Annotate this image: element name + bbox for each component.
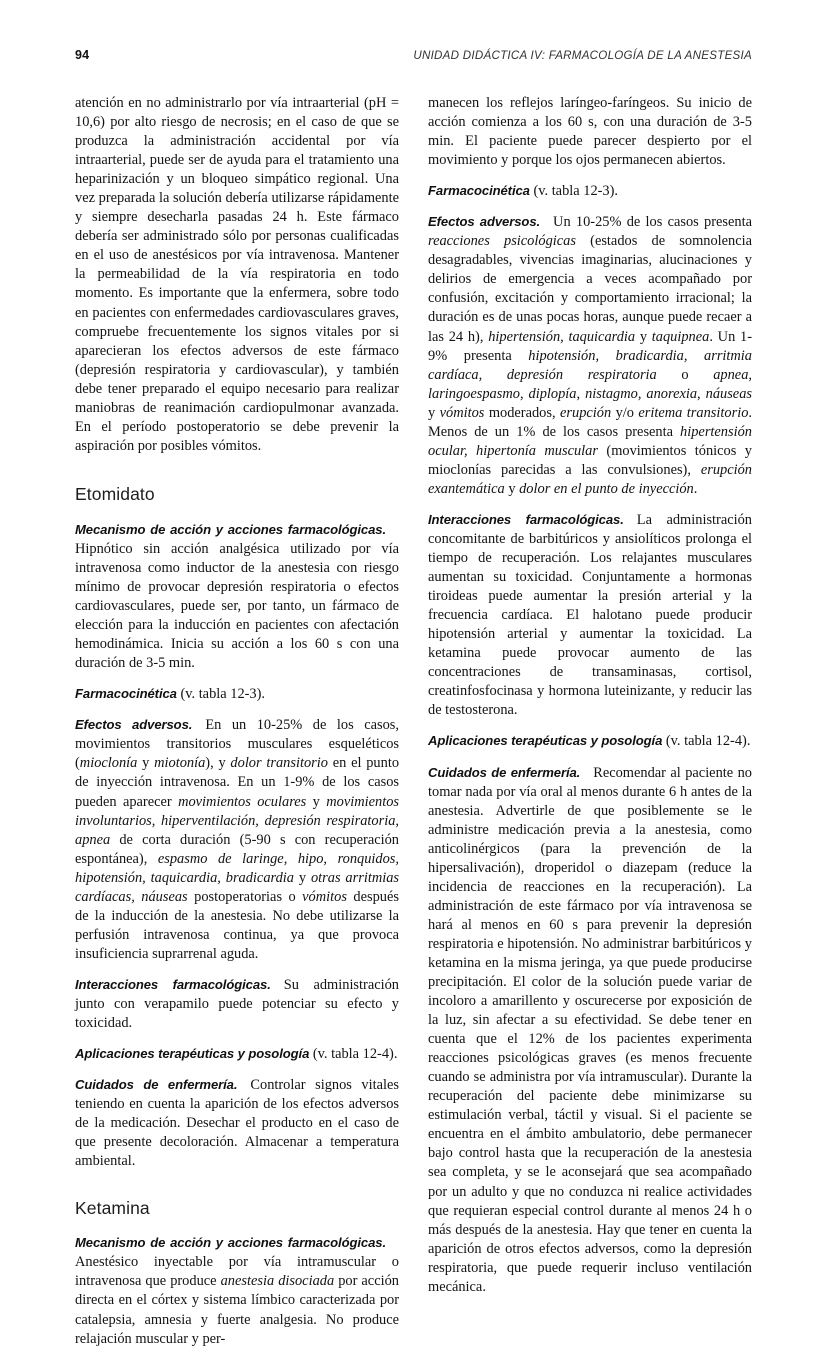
paragraph-text: de corta duración (5-90 s con recuperación espontánea), (75, 831, 399, 867)
paragraph-text: . (693, 480, 698, 497)
emphasis-term: dolor transitorio (230, 755, 328, 772)
paragraph-etomidato-interacciones (75, 975, 399, 1033)
paragraph-ketamina-aplicaciones (428, 731, 752, 751)
section-heading-wrap-etomidato (75, 483, 399, 505)
paragraph-text: En un 10-25% de los casos, movimientos transitorios musculares esqueléticos ( (75, 717, 399, 772)
paragraph-text: Su administración junto con verapamilo puede potenciar su efecto y toxicidad. (75, 976, 399, 1032)
paragraph-ketamina-efectos-adversos (428, 212, 752, 499)
paragraph-text: y (293, 869, 311, 886)
paragraph-text: Recomendar al paciente no tomar nada por vía oral al menos durante 6 h antes de la anestesia. Advertirle de que posiblemente se le administre medicación previa a la anestesia, como anticolinérgicos (para la prevención de la hipersalivación), droperidol o diazepam (reduce la incidencia de reacciones en la recuperación). La administración de este fármaco por vía intravenosa se hará al menos en 60 s para prevenir la depresión respiratoria e hipotensión. No administrar barbitúricos y ketamina en la misma jeringa, ya que puede producirse precipitación. El color de la solución puede variar de incoloro a amarillento y oscurecerse por exposición de la luz, sin afectar a su efectividad. Se debe tener en cuenta que el 12% de los pacientes experimenta reacciones psicológicas graves (es menos frecuente cuando se administra por vía intramuscular). Durante la recuperación del paciente debe minimizarse su estimulación verbal, táctil y visual. Si el paciente se encuentra en el ámbito ambulatorio, debe permanecer bajo control hasta que la recuperación de la anestesia sea completa, y se le aconsejará que sea acompañado por un adulto y que no conduzca ni realice actividades que requieran especial control durante al menos 24 h o más después de la anestesia. Hay que tener en cuenta la aparición de otros efectos adversos, como la depresión respiratoria, que puede requerir incluso ventilación mecánica. (428, 764, 752, 1295)
paragraph-text: y (306, 793, 327, 810)
paragraph-text: La administración concomitante de barbitúricos y ansiolíticos prolonga el tiempo de recuperación. Los relajantes musculares aumentan su toxicidad. Conjuntamente a hormonas tiroideas puede aumentar la presión arterial y la frecuencia cardíaca. El halotano puede producir hipotensión arterial y aumentar la toxicidad. La ketamina puede provocar aumento de las concentraciones de transaminasas, cortisol, creatinfosfocinasa y hormona luteinizante, y reducir las de testosterona. (428, 511, 752, 719)
column-right (428, 94, 753, 1295)
paragraph-ketamina-mecanismo (75, 1233, 399, 1348)
paragraph-etomidato-cuidados (75, 1075, 399, 1171)
run-in-heading-mecanismo-accion: Mecanismo de acción y acciones farmacológicas. (75, 521, 386, 537)
emphasis-term: movimientos oculares (178, 793, 307, 810)
paragraph-text: (v. tabla 12-3). (176, 686, 266, 703)
paragraph-text: en el punto de inyección intravenosa. En un 1-9% de los casos pueden aparecer (75, 755, 400, 810)
paragraph-text: . Un 1-9% presenta (428, 328, 752, 364)
run-in-heading-farmacocinetica-ketamina: Farmacocinética (428, 183, 530, 199)
column-left (75, 94, 400, 1347)
paragraph-text: (v. tabla 12-4). (309, 1046, 398, 1063)
section-heading-etomidato: Etomidato (75, 483, 155, 504)
running-title: UNIDAD DIDÁCTICA IV: FARMACOLOGÍA DE LA ANESTESIA (413, 49, 752, 62)
paragraph-text: y/o (611, 404, 639, 421)
emphasis-term: hipertensión ocular, hipertonía muscular (428, 423, 752, 459)
paragraph-text: moderados, (484, 404, 561, 421)
paragraph-etomidato-efectos-adversos (75, 715, 399, 964)
emphasis-term: vómitos (302, 888, 347, 905)
paragraph-text: y (635, 328, 652, 345)
emphasis-term: hipertensión, taquicardia (488, 328, 636, 345)
paragraph-text: o (656, 366, 714, 383)
section-heading-wrap-ketamina (75, 1197, 399, 1219)
run-in-heading-farmacocinetica: Farmacocinética (75, 686, 177, 702)
emphasis-term: erupción (560, 404, 612, 421)
paragraph-etomidato-mecanismo (75, 520, 399, 673)
paragraph-text: y (428, 404, 440, 421)
paragraph-ketamina-farmacocinetica (428, 181, 752, 201)
run-in-heading-aplicaciones-terapeuticas: Aplicaciones terapéuticas y posología (75, 1046, 310, 1062)
run-in-heading-cuidados-enfermeria: Cuidados de enfermería. (75, 1077, 238, 1093)
paragraph-text: ), y (205, 755, 231, 772)
run-in-heading-interacciones-farmacologicas-ketamina: Interacciones farmacológicas. (428, 511, 624, 527)
emphasis-term: hipotensión, bradicardia, arritmia cardíaca, depresión respiratoria (428, 347, 753, 383)
section-heading-ketamina: Ketamina (75, 1198, 150, 1219)
emphasis-term: vómitos (439, 404, 485, 421)
paragraph-ketamina-interacciones (428, 510, 752, 721)
paragraph-text: Controlar signos vitales teniendo en cuenta la aparición de los efectos adversos de la medicación. Desechar el producto en el caso de que presente decoloración. Almacenar a temperatura ambiental. (75, 1077, 399, 1170)
run-in-heading-efectos-adversos-ketamina: Efectos adversos. (428, 214, 541, 230)
emphasis-term: espasmo de laringe, hipo, ronquidos, hipotensión, taquicardia, bradicardia (75, 850, 399, 886)
paragraph-text: (v. tabla 12-3). (529, 183, 619, 200)
emphasis-term: mioclonía (79, 755, 138, 772)
paragraph-text: (movimientos tónicos y mioclonías parecidas a las convulsiones), (428, 442, 752, 478)
paragraph-continued-from-left-column: manecen los reflejos laríngeo-faríngeos. Su inicio de acción comienza a los 60 s, con una duración de 3-5 min. El paciente puede parecer despierto por el movimiento y porque los ojos permanecen abiertos. (428, 95, 752, 169)
emphasis-term: apnea, laringoespasmo, diplopía, nistagmo, anorexia, náuseas (428, 366, 752, 402)
paragraph-etomidato-aplicaciones (75, 1044, 399, 1064)
run-in-heading-interacciones-farmacologicas: Interacciones farmacológicas. (75, 976, 271, 992)
paragraph-text: por acción directa en el córtex y sistema límbico caracterizada por catalepsia, amnesia y fuerte analgesia. No produce relajación muscular y per- (75, 1273, 399, 1347)
emphasis-term: eritema transitorio (638, 404, 749, 421)
running-head (75, 48, 752, 62)
emphasis-term: miotonía (154, 755, 206, 772)
paragraph-continued-from-previous-page: atención en no administrarlo por vía intraarterial (pH = 10,6) por alto riesgo de necrosis; en el caso de que se produzca la administración accidental por vía intraarterial, puede ser de ayuda para el tratamiento una heparinización y un bloqueo simpático regional. Una vez preparada la solución debería utilizarse rápidamente y siempre desecharla pasadas 24 h. Este fármaco debería ser administrado sólo por personas cualificadas en el uso de anestésicos por vía intravenosa. Mantener la permeabilidad de la vía respiratoria en todo momento. Es importante que la enfermera, sobre todo en pacientes con enfermedades cardiovasculares graves, compruebe frecuentemente los signos vitales por si aparecieran los efectos adversos de este fármaco (depresión respiratoria y cardiovascular), y también debe tener preparado el equipo necesario para realizar maniobras de reanimación cardiopulmonar avanzada. En el período postoperatorio se debe prevenir la aspiración por posibles vómitos. (75, 95, 399, 454)
paragraph-text: Hipnótico sin acción analgésica utilizado por vía intravenosa como inductor de la anestesia con riesgo mínimo de provocar depresión respiratoria o efectos cardiovasculares, puede ser, por tanto, un fármaco de elección para la inducción en pacientes con afectación hemodinámica. Inicia su acción a los 60 s con una duración de 3-5 min. (75, 540, 399, 672)
paragraph-text: después de la inducción de la anestesia. No debe utilizarse la perfusión intravenosa continua, ya que provoca insuficiencia suprarrenal aguda. (75, 888, 399, 962)
paragraph-text: (estados de somnolencia desagradables, vivencias imaginarias, alucinaciones y delirios de emergencia a veces acompañado por confusión, excitación y comportamiento irracional; la duración es de unas pocas horas, aunque puede recaer a las 24 h), (428, 233, 753, 345)
paragraph-text: y (137, 755, 155, 772)
emphasis-term: otras arritmias cardíacas, náuseas (75, 869, 400, 905)
paragraph-text: . Menos de un 1% de los casos presenta (428, 404, 752, 440)
run-in-heading-aplicaciones-terapeuticas-ketamina: Aplicaciones terapéuticas y posología (428, 733, 663, 749)
run-in-heading-cuidados-enfermeria-ketamina: Cuidados de enfermería. (428, 764, 581, 780)
paragraph-text: Un 10-25% de los casos presenta (553, 214, 752, 231)
paragraph-ketamina-cuidados (428, 763, 752, 1297)
paragraph-text: y (504, 480, 520, 497)
paragraph-text: Anestésico inyectable por vía intramuscular o intravenosa que produce (75, 1254, 399, 1290)
paragraph-etomidato-farmacocinetica (75, 684, 399, 704)
paragraph-text: postoperatorias o (187, 888, 303, 905)
emphasis-term: anestesia disociada (220, 1273, 335, 1290)
emphasis-term: taquipnea (651, 328, 710, 345)
run-in-heading-efectos-adversos: Efectos adversos. (75, 717, 193, 733)
two-column-text-body (75, 94, 753, 1347)
paragraph-text: (v. tabla 12-4). (662, 733, 751, 750)
page-number: 94 (75, 48, 90, 62)
run-in-heading-mecanismo-accion-ketamina: Mecanismo de acción y acciones farmacológicas. (75, 1235, 386, 1251)
emphasis-term: dolor en el punto de inyección (519, 480, 694, 497)
emphasis-term: erupción exantemática (428, 461, 752, 497)
emphasis-term: reacciones psicológicas (428, 233, 576, 250)
emphasis-term: movimientos involuntarios, hiperventilación, depresión respiratoria, apnea (75, 793, 399, 848)
